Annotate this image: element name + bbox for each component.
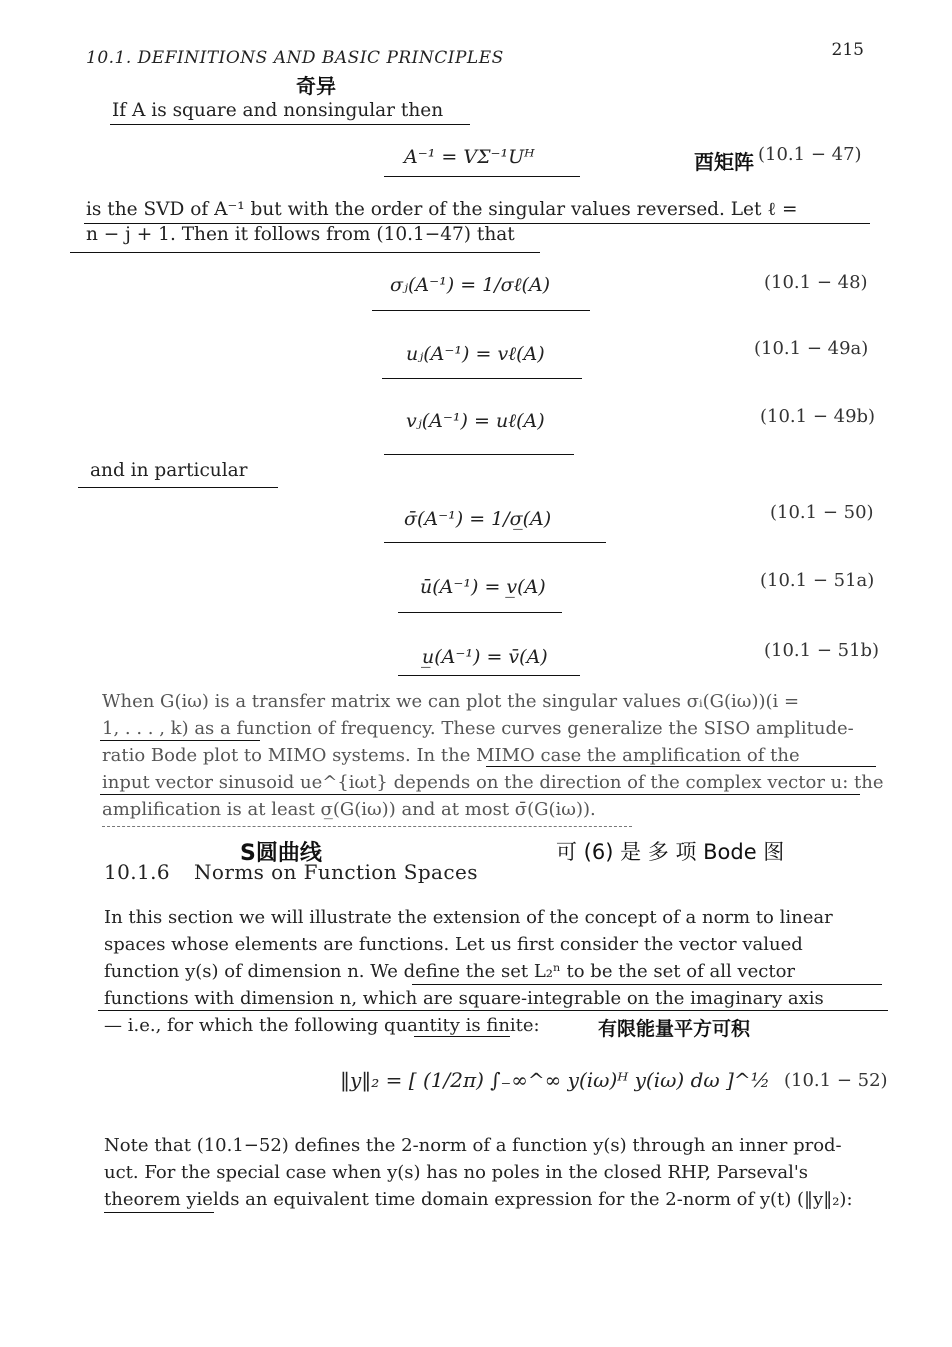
scribble-mark: [102, 826, 632, 827]
underline: [78, 487, 278, 488]
underline: [98, 1010, 888, 1011]
equation-48: σⱼ(A⁻¹) = 1/σℓ(A): [390, 274, 551, 296]
paragraph-transfer: [102, 688, 884, 823]
paragraph-line: In this section we will illustrate the extension of the concept of a norm to linear: [104, 907, 833, 928]
paragraph-line: Note that (10.1−52) defines the 2-norm of a function y(s) through an inner prod-: [104, 1135, 842, 1156]
equation-49a: uⱼ(A⁻¹) = vℓ(A): [406, 343, 545, 365]
underline: [70, 252, 540, 253]
page-number: 215: [831, 40, 864, 60]
handwritten-note-header: 奇异: [296, 74, 336, 98]
handwritten-note-finite: 有限能量平方可积: [598, 1018, 751, 1040]
paragraph-line: input vector sinusoid ue^{iωt} depends on the direction of the complex vector u: the: [102, 772, 884, 793]
running-head: 10.1. DEFINITIONS AND BASIC PRINCIPLES: [86, 48, 504, 68]
underline: [486, 766, 876, 767]
paragraph-line: theorem yields an equivalent time domain expression for the 2-norm of y(t) (‖y‖₂):: [104, 1189, 853, 1210]
equation-51b: u̲(A⁻¹) = v̄(A): [422, 646, 548, 668]
underline: [398, 675, 580, 676]
paragraph-line: uct. For the special case when y(s) has no poles in the closed RHP, Parseval's: [104, 1162, 809, 1183]
intro-line-1: If A is square and nonsingular then: [112, 100, 444, 121]
underline: [398, 612, 562, 613]
paragraph-line: spaces whose elements are functions. Let us first consider the vector valued: [104, 934, 803, 955]
equation-47-label: (10.1 − 47): [758, 144, 862, 165]
handwritten-note-section-left: S圆曲线: [240, 841, 322, 866]
handwritten-note-eq47: 酉矩阵: [694, 150, 754, 174]
underline: [100, 794, 860, 795]
equation-49b-label: (10.1 − 49b): [760, 406, 876, 427]
paragraph-line: amplification is at least σ̲(G(iω)) and at most σ̄(G(iω)).: [102, 799, 596, 820]
paragraph-line: functions with dimension n, which are square-integrable on the imaginary axis: [104, 988, 824, 1009]
paragraph-line: 1, . . . , k) as a function of frequency. These curves generalize the SISO amplitude-: [102, 718, 854, 739]
equation-50: σ̄(A⁻¹) = 1/σ̲(A): [404, 508, 552, 530]
underline: [384, 176, 580, 177]
underline: [372, 310, 590, 311]
section-title: Norms on Function Spaces: [194, 860, 478, 884]
equation-51a: ū(A⁻¹) = v̲(A): [420, 576, 546, 598]
equation-51a-label: (10.1 − 51a): [760, 570, 875, 591]
equation-49b: vⱼ(A⁻¹) = uℓ(A): [406, 410, 545, 432]
paragraph-line: function y(s) of dimension n. We define the set L₂ⁿ to be the set of all vector: [104, 961, 796, 982]
underline: [412, 984, 882, 985]
paragraph-norms: [104, 904, 833, 1039]
handwritten-note-section-right: 可 (6) 是 多 项 Bode 图: [556, 840, 785, 864]
underline: [382, 378, 582, 379]
intro-line-2: is the SVD of A⁻¹ but with the order of the singular values reversed. Let ℓ =: [86, 199, 798, 220]
in-particular-text: and in particular: [90, 460, 248, 481]
equation-48-label: (10.1 − 48): [764, 272, 868, 293]
intro-line-3: n − j + 1. Then it follows from (10.1−47) that: [86, 224, 515, 245]
section-number: 10.1.6: [104, 860, 171, 884]
equation-51b-label: (10.1 − 51b): [764, 640, 880, 661]
equation-47: A⁻¹ = VΣ⁻¹Uᴴ: [404, 146, 535, 168]
underline: [104, 1212, 214, 1213]
paragraph-note: [104, 1132, 853, 1213]
underline: [414, 1036, 510, 1037]
equation-50-label: (10.1 − 50): [770, 502, 874, 523]
paragraph-line: — i.e., for which the following quantity is finite:: [104, 1015, 540, 1036]
underline: [384, 542, 606, 543]
equation-52: ‖y‖₂ = [ (1/2π) ∫₋∞^∞ y(iω)ᴴ y(iω) dω ]^½: [340, 1068, 770, 1092]
section-heading: [104, 860, 478, 884]
equation-49a-label: (10.1 − 49a): [754, 338, 869, 359]
underline: [100, 740, 260, 741]
underline: [384, 454, 574, 455]
paragraph-line: When G(iω) is a transfer matrix we can plot the singular values σᵢ(G(iω))(i =: [102, 691, 800, 712]
paragraph-line: ratio Bode plot to MIMO systems. In the MIMO case the amplification of the: [102, 745, 800, 766]
equation-52-label: (10.1 − 52): [784, 1070, 888, 1091]
underline: [110, 124, 470, 125]
